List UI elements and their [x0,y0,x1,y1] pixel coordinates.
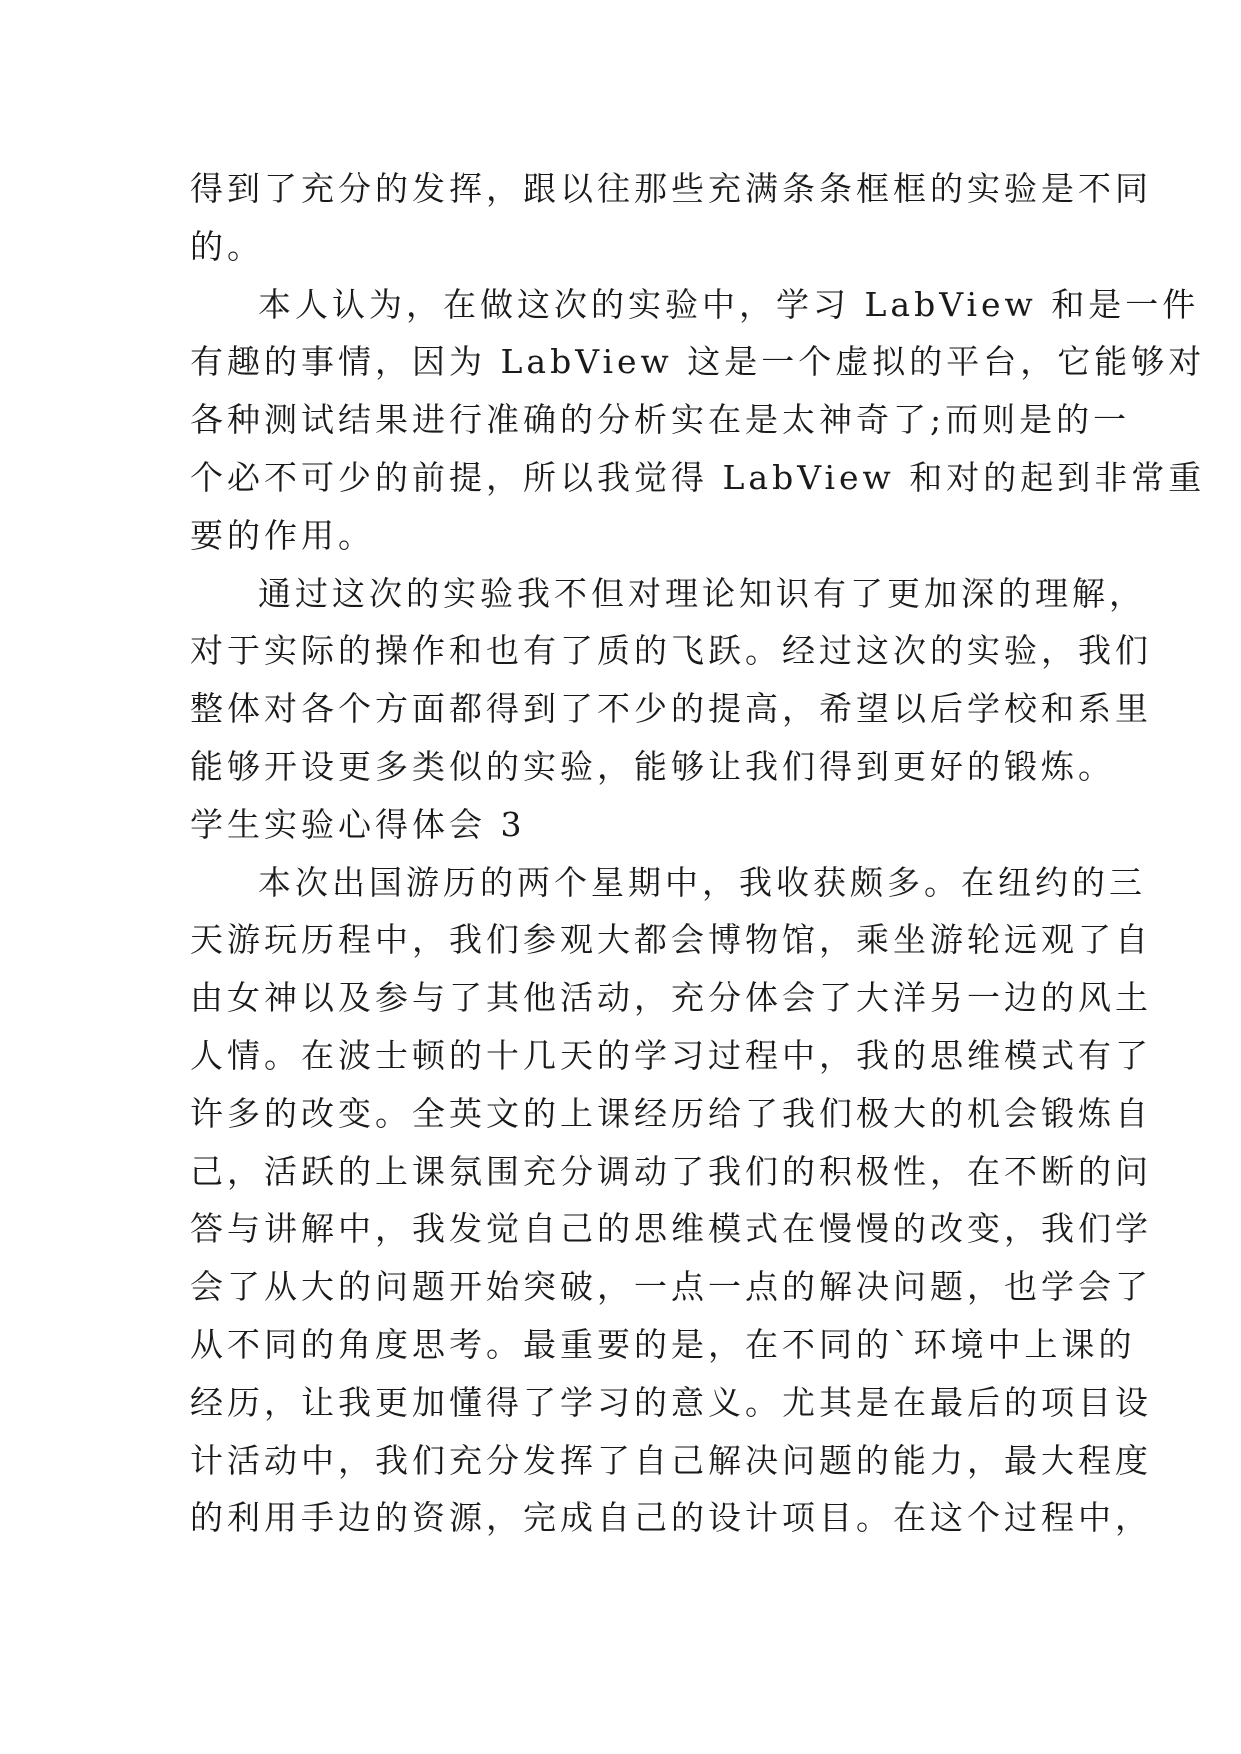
text-line: 答与讲解中，我发觉自己的思维模式在慢慢的改变，我们学 [190,1209,1152,1249]
text-line: 己，活跃的上课氛围充分调动了我们的积极性，在不断的问 [190,1151,1152,1191]
text-line: 有趣的事情，因为 LabView 这是一个虚拟的平台，它能够对 [190,342,1206,382]
text-line: 对于实际的操作和也有了质的飞跃。经过这次的实验，我们 [190,631,1152,671]
text-line: 计活动中，我们充分发挥了自己解决问题的能力，最大程度 [190,1440,1152,1480]
text-line: 要的作用。 [190,515,375,555]
text-line: 个必不可少的前提，所以我觉得 LabView 和对的起到非常重 [190,457,1206,497]
text-line: 学生实验心得体会 3 [190,804,526,844]
text-line: 会了从大的问题开始突破，一点一点的解决问题，也学会了 [190,1267,1152,1307]
text-line: 从不同的角度思考。最重要的是，在不同的`环境中上课的 [190,1324,1136,1364]
text-line: 经历，让我更加懂得了学习的意义。尤其是在最后的项目设 [190,1382,1152,1422]
paragraph-first-line: 本次出国游历的两个星期中，我收获颇多。在纽约的三 [258,862,1146,902]
text-line: 的。 [190,226,264,266]
text-line: 各种测试结果进行准确的分析实在是太神奇了;而则是的一 [190,400,1131,440]
paragraph-first-line: 本人认为，在做这次的实验中，学习 LabView 和是一件 [258,284,1200,324]
text-line: 由女神以及参与了其他活动，充分体会了大洋另一边的风土 [190,978,1152,1018]
text-line: 许多的改变。全英文的上课经历给了我们极大的机会锻炼自 [190,1093,1152,1133]
paragraph-first-line: 通过这次的实验我不但对理论知识有了更加深的理解， [258,573,1146,613]
text-line: 得到了充分的发挥，跟以往那些充满条条框框的实验是不同 [190,169,1152,208]
text-line: 能够开设更多类似的实验，能够让我们得到更好的锻炼。 [190,746,1115,786]
text-line: 的利用手边的资源，完成自己的设计项目。在这个过程中， [190,1498,1152,1538]
text-line: 人情。在波士顿的十几天的学习过程中，我的思维模式有了 [190,1035,1152,1075]
document-body [190,160,1206,1547]
text-line: 天游玩历程中，我们参观大都会博物馆，乘坐游轮远观了自 [190,920,1152,960]
text-line: 整体对各个方面都得到了不少的提高，希望以后学校和系里 [190,689,1152,729]
